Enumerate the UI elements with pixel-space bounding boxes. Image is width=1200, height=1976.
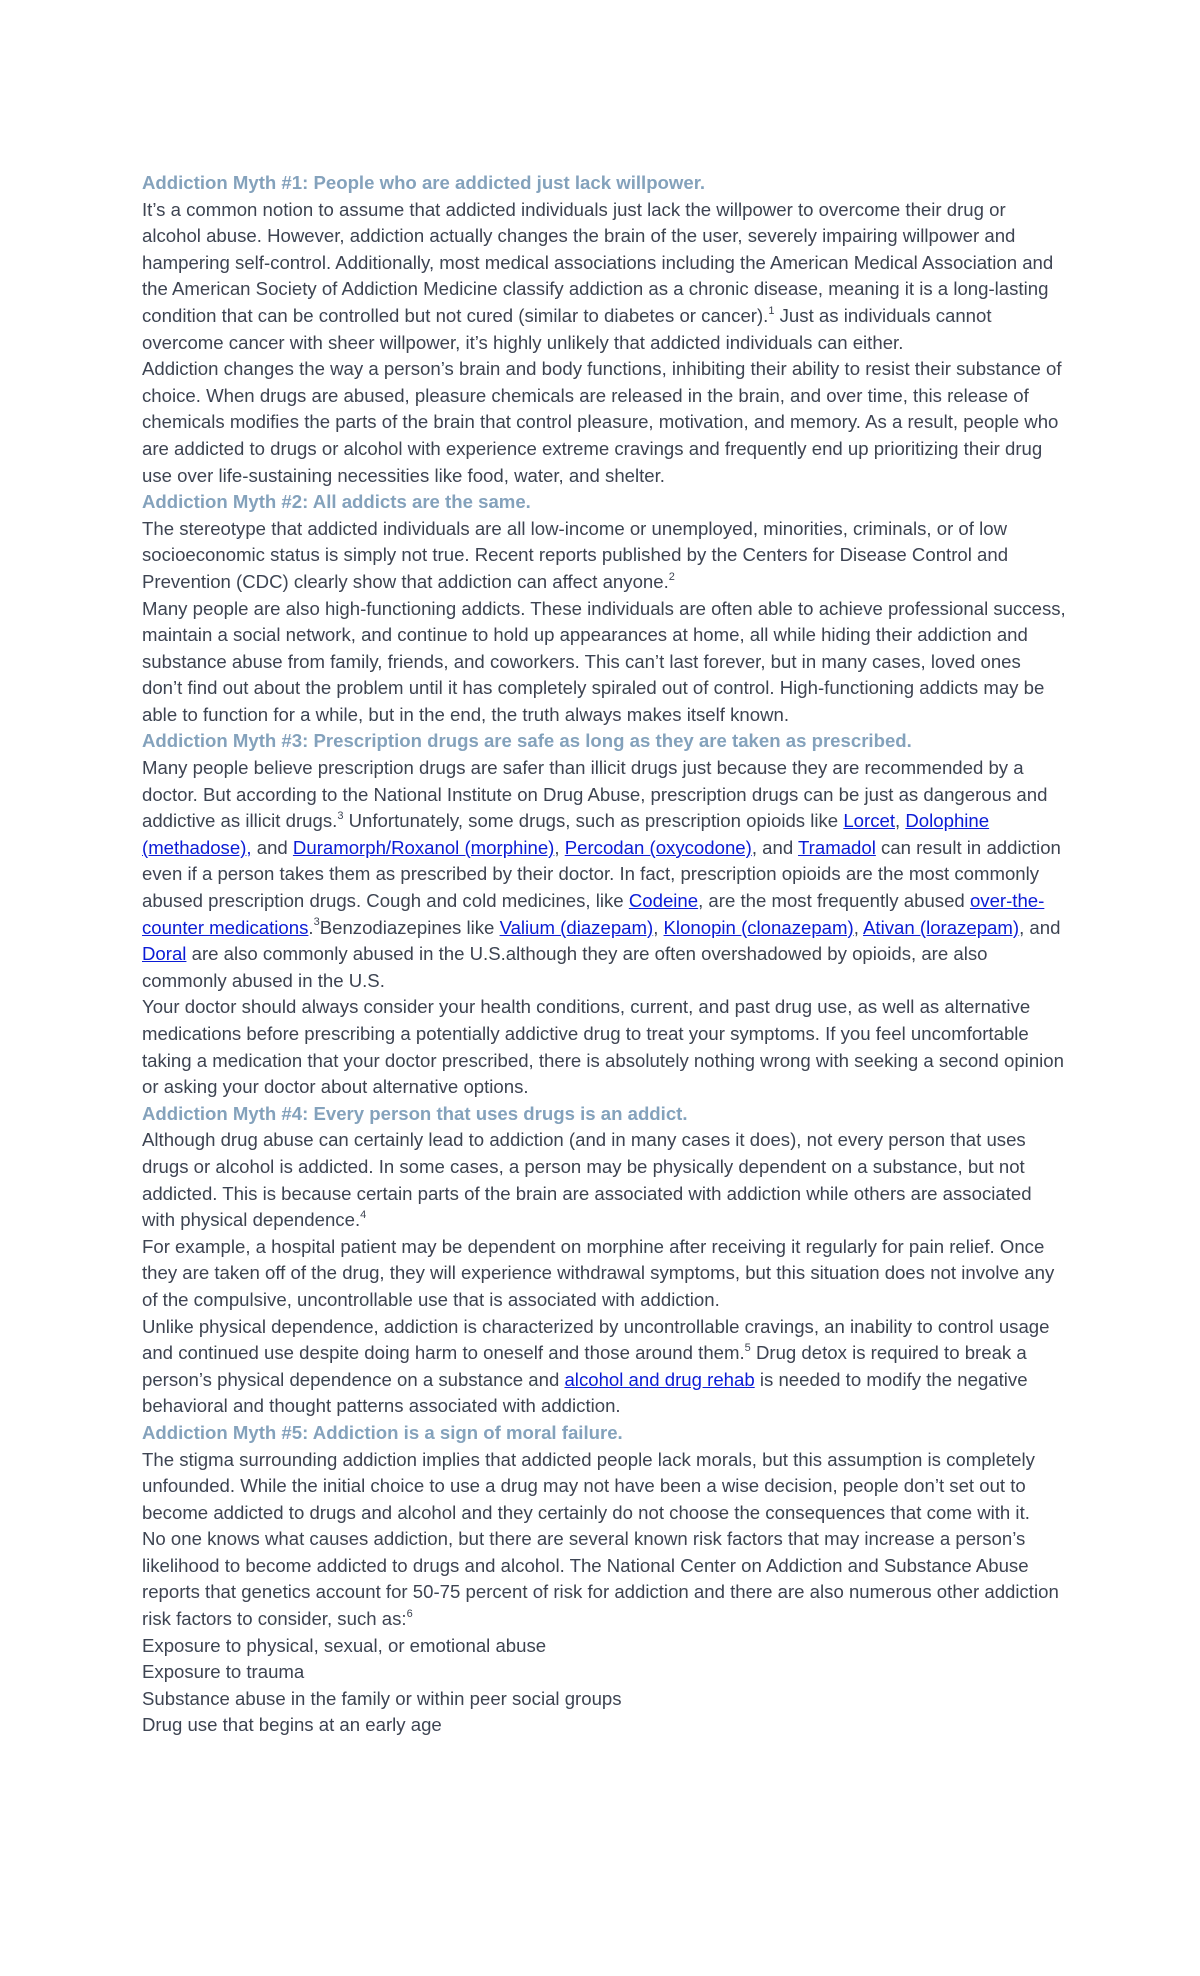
risk-factor-item: Drug use that begins at an early age <box>142 1714 442 1736</box>
myth-1-paragraph-2: Addiction changes the way a person’s brain and body functions, inhibiting their ability to resist their substance of choice. When drugs are abused, pleasure chemicals are released in the brain, and over time, this release of chemicals modifies the parts of the brain that control pleasure, motivation, and memory. As a result, people who are addicted to drugs or alcohol with experience extreme cravings and frequently end up prioritizing their drug use over life-sustaining necessities like food, water, and shelter. <box>142 358 1062 486</box>
myth-4-paragraph-1: Although drug abuse can certainly lead to addiction (and in many cases it does), not every person that uses drugs or alcohol is addicted. In some cases, a person may be physically dependent on a substance, but not addicted. This is because certain parts of the brain are associated with addiction while others are associated with physical dependence.$^4$ <box>142 1129 1032 1231</box>
myth-2-paragraph-1: The stereotype that addicted individuals are all low-income or unemployed, minorities, criminals, or of low socioeconomic status is simply not true. Recent reports published by the Centers for Disease Control and Prevention (CDC) clearly show that addiction can affect anyone.$^2$ <box>142 517 1009 592</box>
link-duramorph[interactable]: Duramorph/Roxanol (morphine) <box>292 836 555 858</box>
footnote-ref: 3 <box>337 810 344 823</box>
myth-2-paragraph-2: Many people are also high-functioning addicts. These individuals are often able to achieve professional success, maintain a social network, and continue to hold up appearances at home, all while hiding their addiction and substance abuse from family, friends, and coworkers. This can’t last forever, but in many cases, loved ones don’t find out about the problem until it has completely spiraled out of control. High-functioning addicts may be able to function for a while, but in the end, the truth always makes itself known. <box>142 597 1066 725</box>
footnote-ref: 5 <box>744 1341 751 1354</box>
footnote-ref: 3 <box>313 916 320 929</box>
risk-factor-item: Exposure to physical, sexual, or emotional abuse <box>142 1634 547 1656</box>
document-page <box>142 170 1066 1739</box>
link-otc-medications[interactable]: over-the-counter medications <box>142 890 1045 938</box>
link-klonopin[interactable]: Klonopin (clonazepam) <box>663 916 854 938</box>
myth-3-paragraph-2: Your doctor should always consider your health conditions, current, and past drug use, as well as alternative medications before prescribing a potentially addictive drug to treat your symptoms. If you feel uncomfortable taking a medication that your doctor prescribed, there is absolutely nothing wrong with seeking a second opinion or asking your doctor about alternative options. <box>142 996 1064 1098</box>
link-percodan[interactable]: Percodan (oxycodone) <box>564 836 752 858</box>
link-lorcet[interactable]: Lorcet <box>843 810 896 832</box>
footnote-ref: 4 <box>360 1208 367 1221</box>
link-dolophine[interactable]: Dolophine (methadose), <box>142 810 990 858</box>
myth-5-heading: Addiction Myth #5: Addiction is a sign of moral failure. <box>142 1421 623 1443</box>
footnote-ref: 2 <box>668 570 675 583</box>
link-alcohol-drug-rehab[interactable]: alcohol and drug rehab <box>564 1368 755 1390</box>
risk-factor-item: Exposure to trauma <box>142 1661 305 1683</box>
link-tramadol[interactable]: Tramadol <box>798 836 876 858</box>
myth-2-heading: Addiction Myth #2: All addicts are the same. <box>142 491 531 513</box>
myth-4-paragraph-2: For example, a hospital patient may be dependent on morphine after receiving it regularly for pain relief. Once they are taken off of the drug, they will experience withdrawal symptoms, but this situation does not involve any of the compulsive, uncontrollable use that is associated with addiction. <box>142 1235 1055 1310</box>
myth-5-paragraph-2: No one knows what causes addiction, but there are several known risk factors that may increase a person’s likelihood to become addicted to drugs and alcohol. The National Center on Addiction and Substance Abuse reports that genetics account for 50-75 percent of risk for addiction and there are also numerous other addiction risk factors to consider, such as:$^6$ <box>142 1528 1059 1630</box>
link-codeine[interactable]: Codeine <box>628 890 699 912</box>
myth-1-heading: Addiction Myth #1: People who are addicted just lack willpower. <box>142 172 706 193</box>
myth-1-paragraph-1: It’s a common notion to assume that addicted individuals just lack the willpower to overcome their drug or alcohol abuse. However, addiction actually changes the brain of the user, severely impairing willpower and hampering self-control. Additionally, most medical associations including the American Medical Association and the American Society of Addiction Medicine classify addiction as a chronic disease, meaning it is a long-lasting condition that can be controlled but not cured (similar to diabetes or cancer).$^1$ Just as individuals cannot overcome cancer with sheer willpower, it’s highly unlikely that addicted individuals can either. <box>142 198 1054 353</box>
myth-3-paragraph-1: Many people believe prescription drugs are safer than illicit drugs just because they are recommended by a doctor. But according to the National Institute on Drug Abuse, prescription drugs can be just as dangerous and addictive as illicit drugs.$^3$ Unfortunately, some drugs, such as prescription opioids like Lorcet, Dolophine (methadose), and Duramorph/Roxanol (morphine), Percodan (oxycodone), and Tramadol can result in addiction even if a person takes them as prescribed by their doctor. In fact, prescription opioids are the most commonly abused prescription drugs. Cough and cold medicines, like Codeine, are the most frequently abused over-the-counter medications.$^3$Benzodiazepines like Valium (diazepam), Klonopin (clonazepam), Ativan (lorazepam), and Doral are also commonly abused in the U.S.although they are often overshadowed by opioids, are also commonly abused in the U.S. <box>142 757 1061 991</box>
myth-4-heading: Addiction Myth #4: Every person that uses drugs is an addict. <box>142 1102 688 1124</box>
myth-3-heading: Addiction Myth #3: Prescription drugs are safe as long as they are taken as prescribed. <box>142 730 912 752</box>
risk-factor-item: Substance abuse in the family or within peer social groups <box>142 1687 622 1709</box>
link-ativan[interactable]: Ativan (lorazepam) <box>863 916 1020 938</box>
myth-4-paragraph-3: Unlike physical dependence, addiction is characterized by uncontrollable cravings, an inability to control usage and continued use despite doing harm to oneself and those around them.$^5$ Drug detox is required to break a person’s physical dependence on a substance and alcohol and drug rehab is needed to modify the negative behavioral and thought patterns associated with addiction. <box>142 1315 1050 1417</box>
link-doral[interactable]: Doral <box>142 943 187 965</box>
footnote-ref: 6 <box>406 1607 413 1620</box>
link-valium[interactable]: Valium (diazepam) <box>499 916 654 938</box>
footnote-ref: 1 <box>768 304 775 317</box>
myth-5-paragraph-1: The stigma surrounding addiction implies that addicted people lack morals, but this assumption is completely unfounded. While the initial choice to use a drug may not have been a wise decision, people don’t set out to become addicted to drugs and alcohol and they certainly do not choose the consequences that come with it. <box>142 1448 1035 1523</box>
